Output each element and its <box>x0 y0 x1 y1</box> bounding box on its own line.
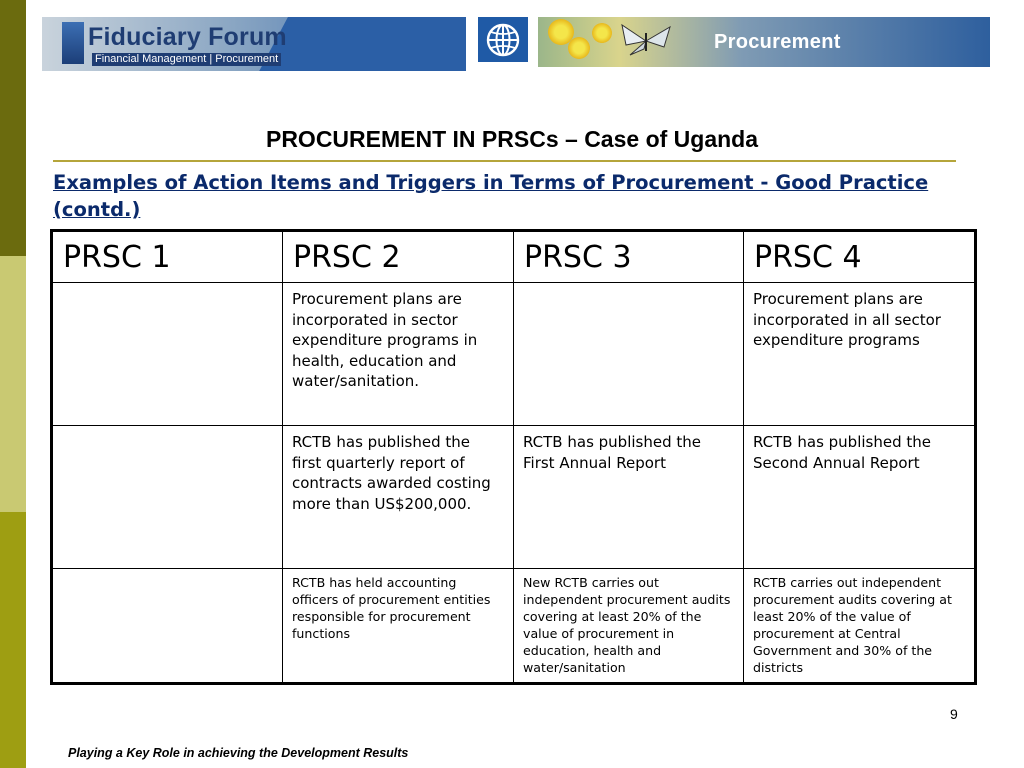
prsc-table <box>50 229 977 685</box>
fiduciary-forum-banner <box>42 17 466 71</box>
table-cell: Procurement plans are incorporated in sector expenditure programs in health, education and water/sanitation. <box>283 283 514 426</box>
column-header: PRSC 1 <box>52 231 283 283</box>
banner-brand-subtitle: Financial Management | Procurement <box>92 53 281 66</box>
left-stripe-bottom <box>0 512 26 768</box>
table-cell: RCTB has published the first quarterly report of contracts awarded costing more than US$200,000. <box>283 426 514 569</box>
table-cell <box>52 569 283 684</box>
procurement-banner <box>538 17 990 67</box>
table-header-row <box>52 231 976 283</box>
left-stripe-middle <box>0 256 26 512</box>
table-row <box>52 569 976 684</box>
flower-image <box>568 37 590 59</box>
banner-section-label: Procurement <box>714 31 841 53</box>
table-cell <box>52 283 283 426</box>
table-row <box>52 426 976 569</box>
table-cell: RCTB carries out independent procurement audits covering at least 20% of the value of procurement at Central Government and 30% of the districts <box>744 569 976 684</box>
table-row <box>52 283 976 426</box>
footer-tagline: Playing a Key Role in achieving the Development Results <box>68 746 409 760</box>
table-cell <box>514 283 744 426</box>
title-divider <box>53 160 956 162</box>
flower-image <box>592 23 612 43</box>
table-cell <box>52 426 283 569</box>
column-header: PRSC 3 <box>514 231 744 283</box>
forum-logo-mark <box>62 22 84 64</box>
slide-title: PROCUREMENT IN PRSCs – Case of Uganda <box>265 126 759 152</box>
slide-subtitle: Examples of Action Items and Triggers in Terms of Procurement - Good Practice (contd.) <box>53 171 929 221</box>
globe-icon <box>478 17 528 62</box>
page-number: 9 <box>950 706 958 722</box>
table-cell: RCTB has published the First Annual Report <box>514 426 744 569</box>
column-header: PRSC 4 <box>744 231 976 283</box>
table-cell: RCTB has held accounting officers of procurement entities responsible for procurement functions <box>283 569 514 684</box>
table-cell: RCTB has published the Second Annual Report <box>744 426 976 569</box>
banner-brand-title: Fiduciary Forum <box>88 23 287 51</box>
butterfly-icon <box>616 21 676 61</box>
column-header: PRSC 2 <box>283 231 514 283</box>
table-cell: Procurement plans are incorporated in all sector expenditure programs <box>744 283 976 426</box>
table-cell: New RCTB carries out independent procurement audits covering at least 20% of the value of procurement in education, health and water/sanitation <box>514 569 744 684</box>
